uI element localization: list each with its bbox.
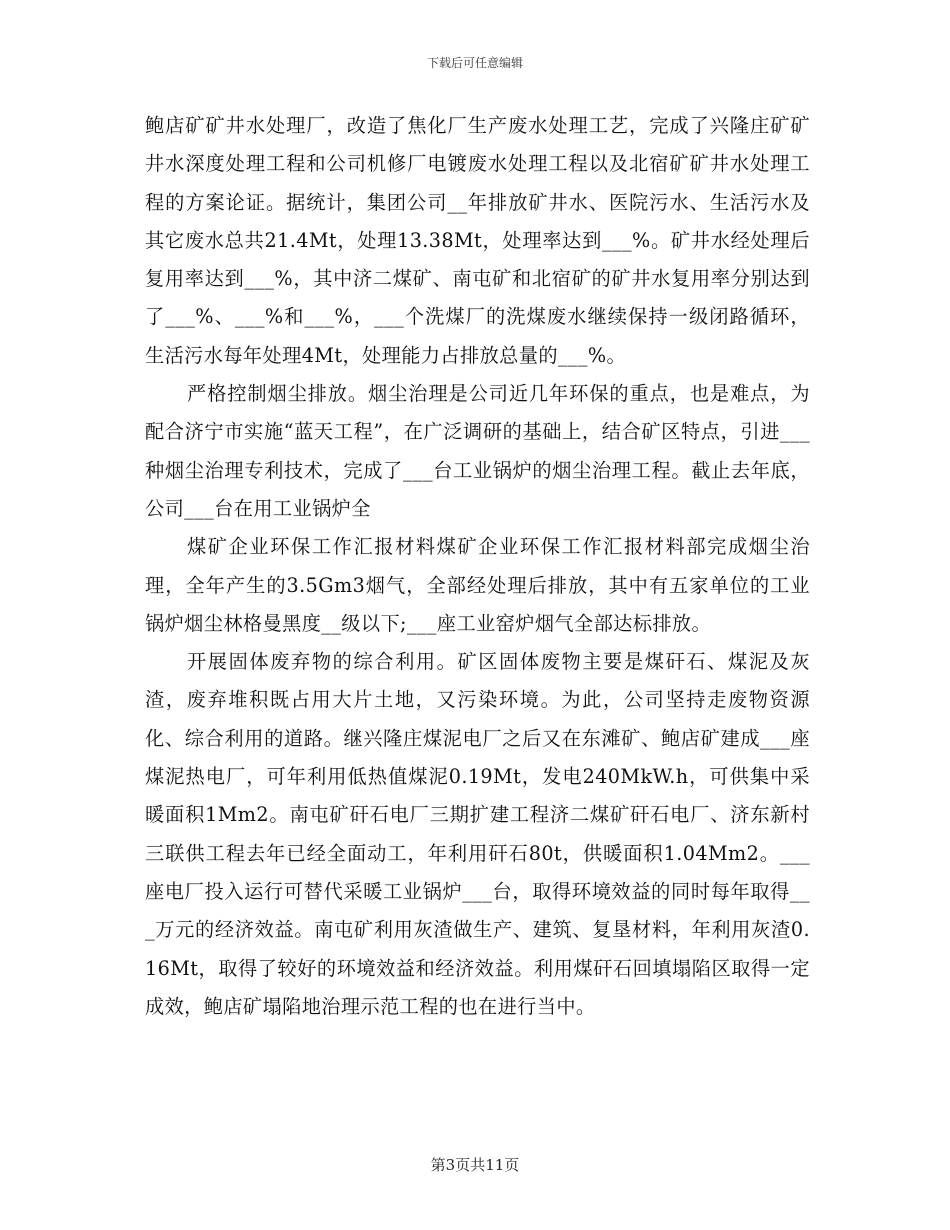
paragraph-solid-waste: 开展固体废弃物的综合利用。矿区固体废物主要是煤矸石、煤泥及灰渣，废弃堆积既占用大片土地，又污染环境。为此，公司坚持走废物资源化、综合利用的道路。继兴隆庄煤泥电厂之后又在东滩矿、鲍店矿建成___座煤泥热电厂，可年利用低热值煤泥0.19Mt，发电240MkW.h，可供集中采暖面积1Mm2。南屯矿矸石电厂三期扩建工程济二煤矿矸石电厂、济东新村三联供工程去年已经全面动工，年利用矸石80t，供暖面积1.04Mm2。___座电厂投入运行可替代采暖工业锅炉___台，取得环境效益的同时每年取得___万元的经济效益。南屯矿利用灰渣做生产、建筑、复垦材料，年利用灰渣0.16Mt，取得了较好的环境效益和经济效益。利用煤矸石回填塌陷区取得一定成效，鲍店矿塌陷地治理示范工程的也在进行当中。 (145, 650, 810, 1018)
paragraph-smoke-control: 严格控制烟尘排放。烟尘治理是公司近几年环保的重点，也是难点，为配合济宁市实施“蓝天工程”，在广泛调研的基础上，结合矿区特点，引进___种烟尘治理专利技术，完成了___台工业锅炉的烟尘治理工程。截止去年底，公司___台在用工业锅炉全 (145, 382, 810, 520)
page-number: 第3页共11页 (430, 1156, 520, 1174)
body-text (145, 107, 810, 1026)
page-header: 下载后可任意编辑 (426, 56, 523, 70)
paragraph-smoke-result: 煤矿企业环保工作汇报材料煤矿企业环保工作汇报材料部完成烟尘治理，全年产生的3.5Gm3烟气，全部经处理后排放，其中有五家单位的工业锅炉烟尘林格曼黑度__级以下;___座工业窑炉烟气全部达标排放。 (145, 535, 810, 635)
paragraph-wastewater: 鲍店矿矿井水处理厂，改造了焦化厂生产废水处理工艺，完成了兴隆庄矿矿井水深度处理工程和公司机修厂电镀废水处理工程以及北宿矿矿井水处理工程的方案论证。据统计，集团公司__年排放矿井水、医院污水、生活污水及其它废水总共21.4Mt，处理13.38Mt，处理率达到___%。矿井水经处理后复用率达到___%，其中济二煤矿、南屯矿和北宿矿的矿井水复用率分别达到了___%、___%和___%，___个洗煤厂的洗煤废水继续保持一级闭路循环，生活污水每年处理4Mt，处理能力占排放总量的___%。 (145, 114, 810, 367)
